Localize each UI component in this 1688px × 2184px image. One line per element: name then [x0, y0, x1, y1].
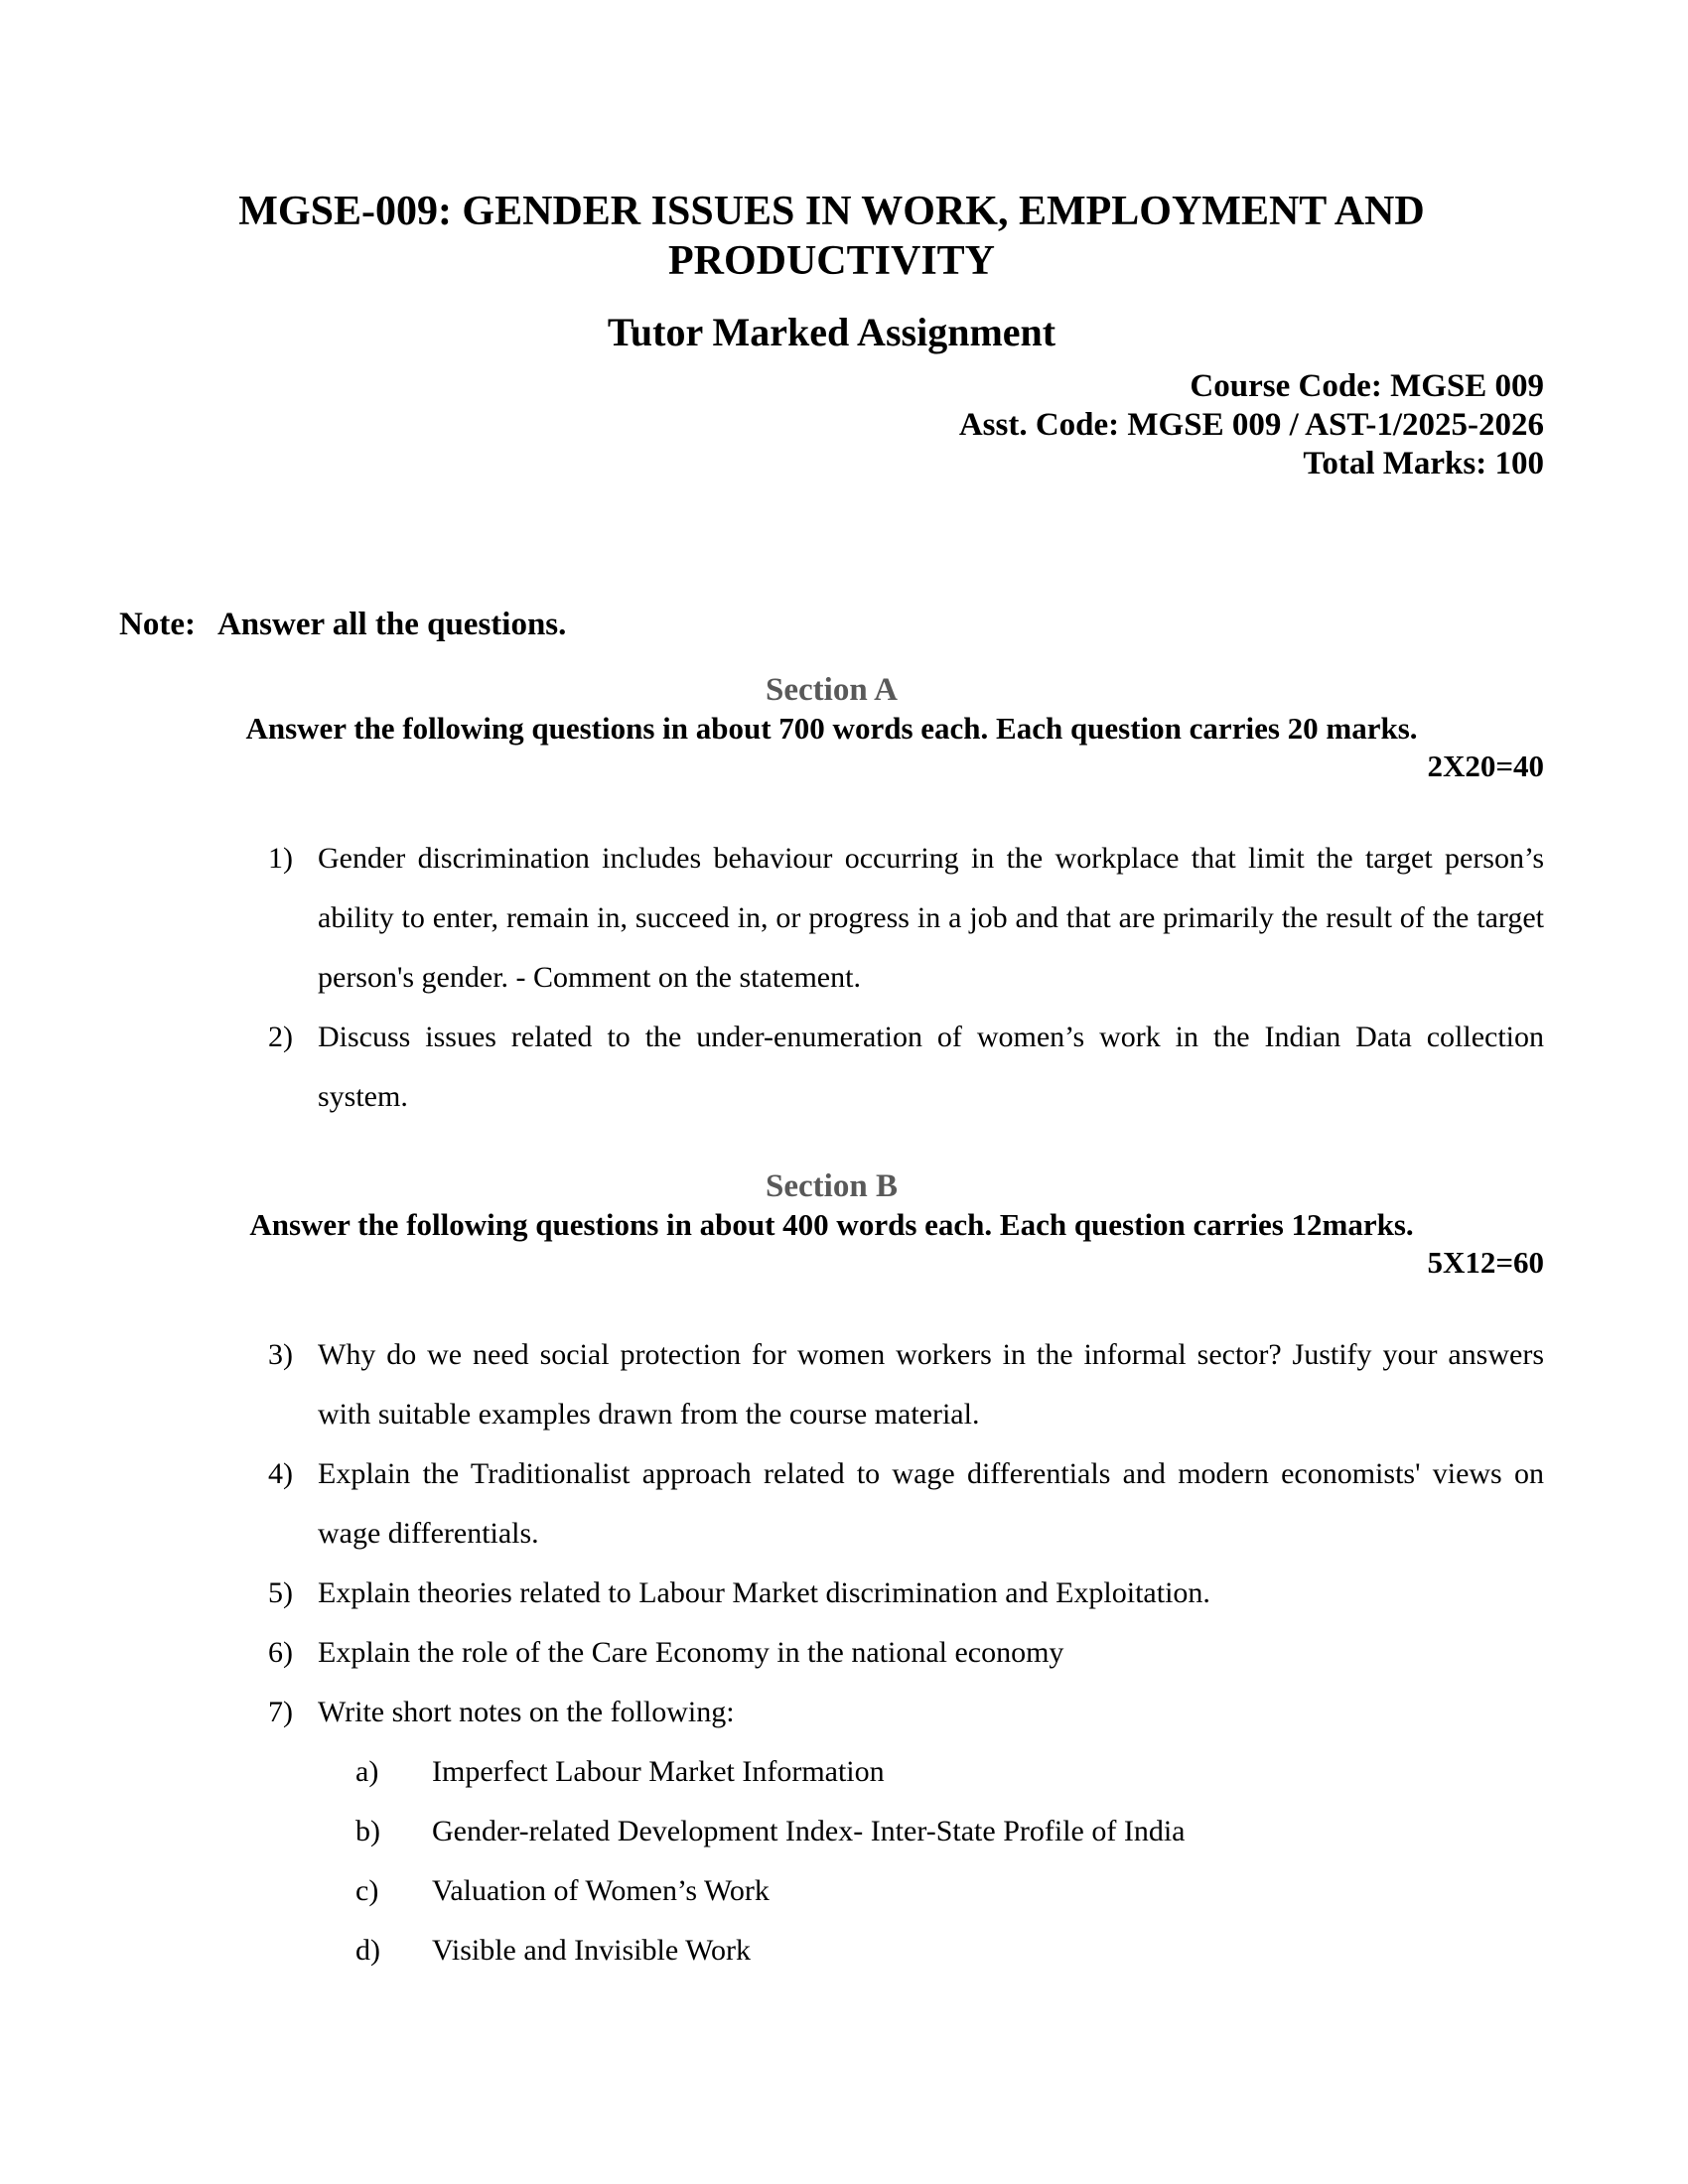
document-content: [119, 0, 1544, 1980]
question-number: 7): [268, 1696, 293, 1728]
note-line: [119, 605, 1544, 644]
question-number: 3): [268, 1338, 293, 1371]
question-item: [119, 1564, 1544, 1623]
question-number: 1): [268, 842, 293, 875]
list-item: [318, 1921, 1544, 1980]
question-number: 5): [268, 1576, 293, 1609]
subitem-letter: d): [355, 1934, 380, 1967]
question-number: 4): [268, 1457, 293, 1490]
page-subtitle: Tutor Marked Assignment: [607, 310, 1056, 354]
question-text: Write short notes on the following:: [318, 1696, 735, 1728]
list-item: [318, 1802, 1544, 1861]
subitem-text: Valuation of Women’s Work: [432, 1874, 770, 1907]
section-b-questions: [119, 1325, 1544, 1980]
subitem-letter: c): [355, 1874, 379, 1907]
question-item: [119, 1683, 1544, 1980]
question-text: Explain the role of the Care Economy in the national economy: [318, 1636, 1064, 1669]
question-item: [119, 1008, 1544, 1127]
section-a-marks: 2X20=40: [1427, 749, 1544, 783]
question-number: 6): [268, 1636, 293, 1669]
section-a-questions: [119, 829, 1544, 1127]
question-item: [119, 1444, 1544, 1564]
question-number: 2): [268, 1021, 293, 1053]
question-item: [119, 829, 1544, 1008]
list-item: [318, 1861, 1544, 1921]
assignment-code: Asst. Code: MGSE 009 / AST-1/2025-2026: [958, 407, 1544, 443]
subitem-text: Visible and Invisible Work: [432, 1934, 752, 1967]
subitem-letter: b): [355, 1815, 380, 1847]
subitem-text: Gender-related Development Index- Inter-State Profile of India: [432, 1815, 1186, 1847]
question-item: [119, 1325, 1544, 1444]
section-b: [119, 1166, 1544, 1980]
question-text: Why do we need social protection for women workers in the informal sector? Justify your answers with suitable examples drawn from the course material.: [318, 1338, 1544, 1431]
question-text: Explain theories related to Labour Market discrimination and Exploitation.: [318, 1576, 1210, 1609]
list-item: [318, 1742, 1544, 1802]
section-b-instruction: Answer the following questions in about 400 words each. Each question carries 12marks.: [249, 1207, 1414, 1242]
question-text: Gender discrimination includes behaviour occurring in the workplace that limit the target person’s ability to enter, remain in, succeed in, or progress in a job and that are primarily the result of the target person's gender. - Comment on the statement.: [318, 842, 1544, 994]
meta-block: [119, 367, 1544, 483]
short-notes-list: [318, 1742, 1544, 1980]
section-a-heading: Section A: [766, 672, 898, 708]
page-title: MGSE-009: GENDER ISSUES IN WORK, EMPLOYMENT AND PRODUCTIVITY: [238, 189, 1425, 284]
question-text: Discuss issues related to the under-enumeration of women’s work in the Indian Data collection system.: [318, 1021, 1544, 1113]
section-a: [119, 670, 1544, 1127]
section-a-instruction: Answer the following questions in about 700 words each. Each question carries 20 marks.: [245, 711, 1418, 746]
section-b-heading: Section B: [766, 1168, 898, 1204]
note-label: Note:: [119, 607, 196, 642]
subitem-text: Imperfect Labour Market Information: [432, 1755, 885, 1788]
question-item: [119, 1623, 1544, 1683]
course-code: Course Code: MGSE 009: [1190, 368, 1544, 404]
total-marks: Total Marks: 100: [1303, 446, 1544, 481]
subitem-letter: a): [355, 1755, 379, 1788]
question-text: Explain the Traditionalist approach related to wage differentials and modern economists' views on wage differentials.: [318, 1457, 1544, 1550]
section-b-marks: 5X12=60: [1427, 1245, 1544, 1280]
note-text: Answer all the questions.: [216, 607, 567, 642]
